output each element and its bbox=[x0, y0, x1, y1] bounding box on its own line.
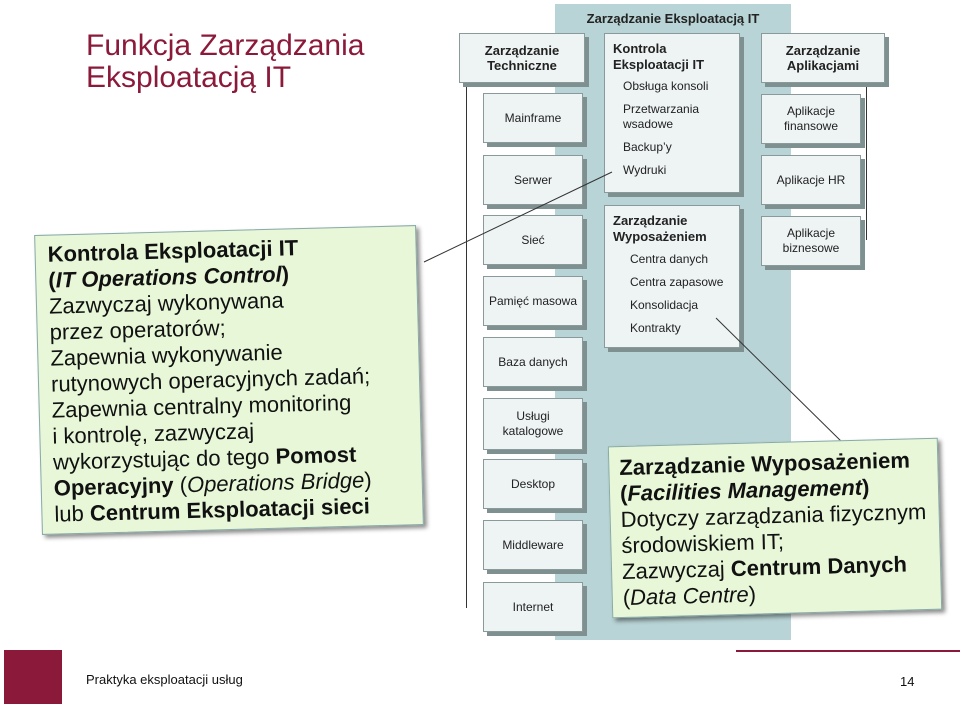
callout-left-line: Zapewnia wykonywanie bbox=[50, 339, 283, 371]
operations-control-item: Wydruki bbox=[623, 163, 667, 177]
callout-left-line: przez operatorów; bbox=[49, 315, 227, 345]
facilities-item: Konsolidacja bbox=[630, 298, 699, 312]
callout-right-line: Dotyczy zarządzania fizycznym bbox=[620, 499, 927, 533]
operations-control-item: Przetwarzania wsadowe bbox=[623, 102, 700, 131]
applications-item-business-label: Aplikacje biznesowe bbox=[782, 226, 840, 255]
callout-right-english-term: Data Centre bbox=[629, 581, 750, 610]
facilities-header-line1: Zarządzanie bbox=[613, 213, 688, 228]
technical-item-storage: Pamięć masowa bbox=[483, 276, 583, 326]
technical-item-database: Baza danych bbox=[483, 337, 583, 387]
technical-item-mainframe: Mainframe bbox=[483, 93, 583, 143]
facilities-header-line2: Wyposażeniem bbox=[613, 229, 707, 244]
facilities-item: Centra zapasowe bbox=[630, 275, 724, 289]
callout-right-paren: ) bbox=[861, 474, 870, 500]
right-callout-connector bbox=[716, 318, 846, 446]
applications-item-hr: Aplikacje HR bbox=[761, 155, 861, 205]
callout-left-paren: ( bbox=[173, 472, 188, 498]
applications-item-finance-label: Aplikacje finansowe bbox=[783, 104, 839, 133]
slide-title-line1: Funkcja Zarządzania bbox=[86, 29, 365, 62]
facilities-item: Centra danych bbox=[630, 252, 709, 266]
callout-right-paren: ( bbox=[619, 480, 628, 507]
technical-header-line1: Zarządzanie bbox=[484, 43, 560, 58]
callout-left-bold: Centrum Eksploatacji sieci bbox=[89, 493, 371, 526]
callout-right-line: środowiskiem IT; bbox=[621, 528, 785, 559]
callout-right-heading: Zarządzanie Wyposażeniem bbox=[619, 447, 911, 481]
technical-item-middleware: Middleware bbox=[483, 520, 583, 570]
callout-left-line: rutynowych operacyjnych zadań; bbox=[50, 363, 371, 397]
operations-management-label: Zarządzanie Eksploatacją IT bbox=[586, 11, 760, 26]
page-number: 14 bbox=[900, 674, 915, 689]
operations-control-callout bbox=[34, 225, 424, 535]
callout-left-text: lub bbox=[54, 500, 91, 527]
callout-right-bold: Centrum Danych bbox=[730, 551, 908, 582]
facilities-item: Kontrakty bbox=[630, 321, 681, 335]
slide-title-line2: Eksploatacją IT bbox=[86, 61, 292, 94]
applications-header-line1: Zarządzanie bbox=[785, 43, 861, 58]
operations-control-item: Obsługa konsoli bbox=[623, 79, 709, 93]
callout-left-text: wykorzystując do tego bbox=[52, 443, 276, 475]
callout-right-paren: ) bbox=[748, 581, 757, 607]
technical-item-desktop: Desktop bbox=[483, 459, 583, 509]
callout-left-english-term: Operations Bridge bbox=[186, 467, 365, 498]
callout-left-paren: ( bbox=[47, 267, 56, 293]
footer-text: Praktyka eksploatacji usług bbox=[86, 672, 243, 687]
callout-left-line: Zapewnia centralny monitoring bbox=[51, 389, 352, 423]
operations-control-header-line1: Kontrola bbox=[613, 41, 667, 56]
callout-left-english-term: IT Operations Control bbox=[55, 261, 283, 293]
footer-divider bbox=[736, 650, 960, 652]
callout-left-line: Zazwyczaj wykonywana bbox=[48, 287, 285, 319]
technical-item-directory-services-label: Usługi katalogowe bbox=[502, 409, 564, 438]
technical-item-network: Sieć bbox=[483, 215, 583, 265]
technical-header-line2: Techniczne bbox=[487, 58, 557, 73]
footer-accent-block bbox=[4, 650, 62, 704]
callout-left-paren: ) bbox=[363, 467, 372, 493]
callout-right-paren: ( bbox=[622, 584, 631, 611]
operations-control-header-line2: Eksploatacji IT bbox=[613, 57, 705, 72]
operations-control-item: Backup’y bbox=[623, 140, 672, 154]
callout-left-bold: Pomost bbox=[275, 441, 357, 469]
callout-left-heading: Kontrola Eksploatacji IT bbox=[47, 235, 299, 267]
technical-item-server: Serwer bbox=[483, 155, 583, 205]
technical-item-internet: Internet bbox=[483, 582, 583, 632]
callout-left-line: i kontrolę, zazwyczaj bbox=[52, 418, 255, 449]
left-callout-connector bbox=[424, 172, 612, 262]
callout-right-english-term: Facilities Management bbox=[627, 474, 863, 506]
callout-left-paren: ) bbox=[281, 261, 290, 287]
callout-left-bold: Operacyjny bbox=[53, 472, 174, 501]
facilities-management-callout bbox=[608, 438, 942, 619]
callout-right-text: Zazwyczaj bbox=[621, 556, 732, 585]
applications-header-line2: Aplikacjami bbox=[786, 58, 860, 73]
